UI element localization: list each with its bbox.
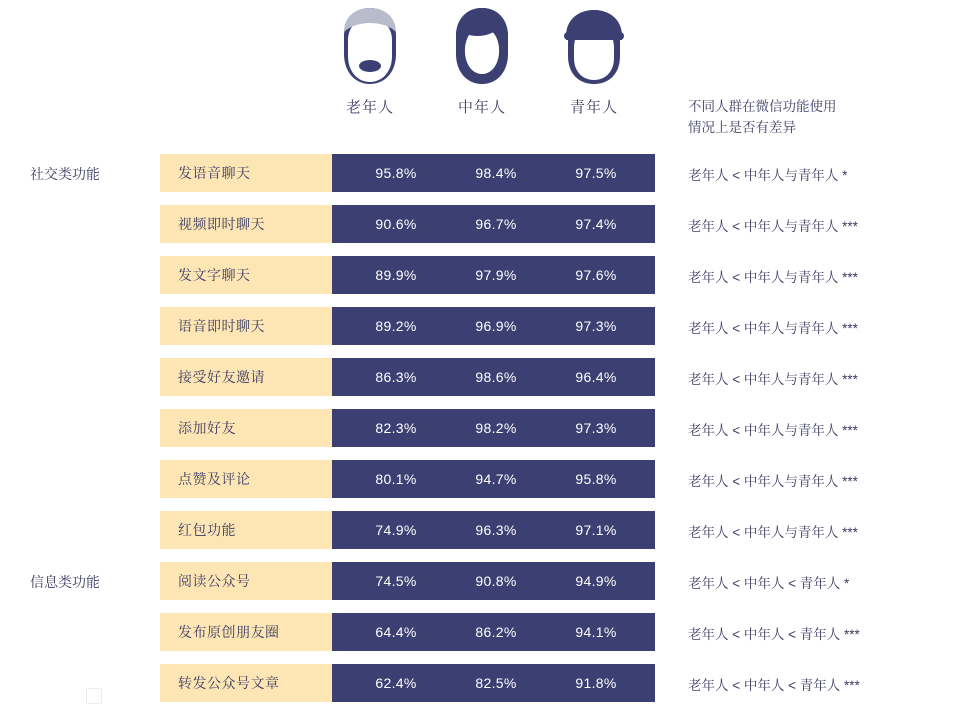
youth-avatar-icon xyxy=(558,6,630,88)
value-youth: 97.6% xyxy=(575,267,617,283)
value-youth: 94.1% xyxy=(575,624,617,640)
table-row xyxy=(0,352,960,402)
value-elderly: 74.9% xyxy=(375,522,417,538)
value-middle-aged: 97.9% xyxy=(475,267,517,283)
row-bar xyxy=(160,613,655,651)
value-middle-aged: 82.5% xyxy=(475,675,517,691)
row-bar xyxy=(160,511,655,549)
section-label-information: 信息类功能 xyxy=(30,574,100,590)
table-row xyxy=(0,505,960,555)
chart-rows xyxy=(0,148,960,709)
feature-label: 阅读公众号 xyxy=(160,562,332,600)
value-middle-aged: 96.7% xyxy=(475,216,517,232)
value-middle-aged: 98.2% xyxy=(475,420,517,436)
value-elderly: 90.6% xyxy=(375,216,417,232)
row-values xyxy=(332,562,655,600)
row-values xyxy=(332,256,655,294)
feature-label: 转发公众号文章 xyxy=(160,664,332,702)
row-note: 老年人 < 中年人与青年人 *** xyxy=(688,321,858,336)
row-bar xyxy=(160,307,655,345)
value-youth: 91.8% xyxy=(575,675,617,691)
elderly-avatar-icon xyxy=(334,6,406,88)
row-bar xyxy=(160,562,655,600)
row-bar xyxy=(160,460,655,498)
row-bar xyxy=(160,205,655,243)
value-elderly: 95.8% xyxy=(375,165,417,181)
row-note: 老年人 < 中年人与青年人 *** xyxy=(688,372,858,387)
row-note: 老年人 < 中年人与青年人 *** xyxy=(688,423,858,438)
value-elderly: 64.4% xyxy=(375,624,417,640)
row-bar xyxy=(160,154,655,192)
value-youth: 97.5% xyxy=(575,165,617,181)
row-bar xyxy=(160,358,655,396)
row-values xyxy=(332,511,655,549)
value-elderly: 62.4% xyxy=(375,675,417,691)
feature-label: 红包功能 xyxy=(160,511,332,549)
feature-label: 接受好友邀请 xyxy=(160,358,332,396)
value-middle-aged: 98.4% xyxy=(475,165,517,181)
row-values xyxy=(332,307,655,345)
feature-label: 发文字聊天 xyxy=(160,256,332,294)
table-row xyxy=(0,148,960,198)
group-column-elderly xyxy=(314,6,426,117)
row-values xyxy=(332,154,655,192)
value-middle-aged: 90.8% xyxy=(475,573,517,589)
table-row xyxy=(0,301,960,351)
table-row xyxy=(0,403,960,453)
row-note: 老年人 < 中年人与青年人 * xyxy=(688,168,848,183)
watermark xyxy=(86,688,102,704)
value-elderly: 74.5% xyxy=(375,573,417,589)
row-values xyxy=(332,664,655,702)
value-elderly: 86.3% xyxy=(375,369,417,385)
row-values xyxy=(332,460,655,498)
value-youth: 97.1% xyxy=(575,522,617,538)
table-row xyxy=(0,454,960,504)
feature-label: 视频即时聊天 xyxy=(160,205,332,243)
middle-aged-avatar-icon xyxy=(446,6,518,88)
value-middle-aged: 98.6% xyxy=(475,369,517,385)
value-elderly: 89.2% xyxy=(375,318,417,334)
value-elderly: 82.3% xyxy=(375,420,417,436)
value-middle-aged: 94.7% xyxy=(475,471,517,487)
row-note: 老年人 < 中年人 < 青年人 * xyxy=(688,576,850,591)
value-middle-aged: 86.2% xyxy=(475,624,517,640)
value-youth: 95.8% xyxy=(575,471,617,487)
row-note: 老年人 < 中年人与青年人 *** xyxy=(688,270,858,285)
row-note: 老年人 < 中年人 < 青年人 *** xyxy=(688,678,860,693)
table-row xyxy=(0,556,960,606)
group-column-youth xyxy=(538,6,650,117)
table-row xyxy=(0,199,960,249)
group-column-middle-aged xyxy=(426,6,538,117)
table-row xyxy=(0,250,960,300)
row-bar xyxy=(160,409,655,447)
row-values xyxy=(332,358,655,396)
section-label-social: 社交类功能 xyxy=(30,166,100,182)
group-label-youth: 青年人 xyxy=(569,99,618,116)
chart-note-line1: 不同人群在微信功能使用 xyxy=(688,99,837,114)
feature-label: 发布原创朋友圈 xyxy=(160,613,332,651)
row-note: 老年人 < 中年人与青年人 *** xyxy=(688,525,858,540)
row-note: 老年人 < 中年人 < 青年人 *** xyxy=(688,627,860,642)
value-middle-aged: 96.3% xyxy=(475,522,517,538)
value-youth: 97.4% xyxy=(575,216,617,232)
value-youth: 96.4% xyxy=(575,369,617,385)
feature-label: 语音即时聊天 xyxy=(160,307,332,345)
row-note: 老年人 < 中年人与青年人 *** xyxy=(688,474,858,489)
chart-note-line2: 情况上是否有差异 xyxy=(688,120,796,135)
row-values xyxy=(332,409,655,447)
group-label-middle-aged: 中年人 xyxy=(457,99,506,116)
value-youth: 97.3% xyxy=(575,420,617,436)
feature-label: 添加好友 xyxy=(160,409,332,447)
table-row xyxy=(0,658,960,708)
value-elderly: 80.1% xyxy=(375,471,417,487)
row-bar xyxy=(160,664,655,702)
value-elderly: 89.9% xyxy=(375,267,417,283)
row-values xyxy=(332,613,655,651)
feature-label: 发语音聊天 xyxy=(160,154,332,192)
feature-label: 点赞及评论 xyxy=(160,460,332,498)
value-middle-aged: 96.9% xyxy=(475,318,517,334)
group-label-elderly: 老年人 xyxy=(345,99,394,116)
row-note: 老年人 < 中年人与青年人 *** xyxy=(688,219,858,234)
value-youth: 94.9% xyxy=(575,573,617,589)
row-values xyxy=(332,205,655,243)
value-youth: 97.3% xyxy=(575,318,617,334)
chart-note xyxy=(688,96,938,138)
row-bar xyxy=(160,256,655,294)
table-row xyxy=(0,607,960,657)
chart-header xyxy=(0,0,960,140)
